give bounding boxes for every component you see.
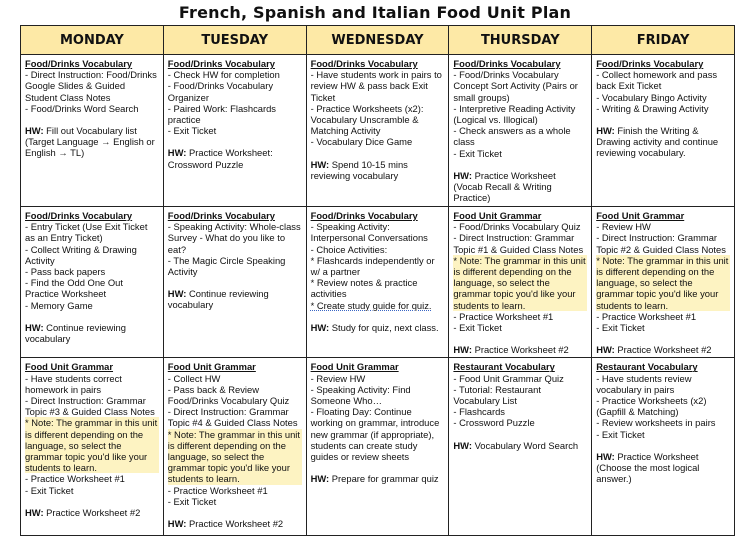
plan-cell-thursday [449, 358, 592, 536]
day-header-friday: FRIDAY [592, 26, 735, 55]
activity-line: - Check HW for completion [167, 69, 280, 81]
activity-line: - Choice Activities: [310, 243, 388, 255]
activity-line: - Floating Day: Continue working on grammar, introduce new grammar (if appropriate), students can create study guides or review sheets [310, 406, 440, 463]
lesson-topic: Food/Drinks Vocabulary [310, 210, 418, 221]
homework-text: Practice Worksheet #2 [614, 344, 712, 356]
homework-label: HW: [310, 158, 330, 170]
homework-label: HW: [25, 125, 44, 137]
homework-line [168, 147, 302, 169]
lesson-topic: Restaurant Vocabulary [453, 361, 555, 373]
homework-text: Practice Worksheet #2 [43, 506, 141, 518]
lesson-topic: Food/Drinks Vocabulary [25, 210, 133, 221]
homework-text: Practice Worksheet (Choose the most logical answer.) [596, 450, 700, 485]
homework-label: HW: [453, 169, 472, 181]
activity-line: - Review HW [596, 221, 651, 233]
spacer [25, 114, 159, 125]
homework-text: Practice Worksheet: Crossword Puzzle [167, 147, 273, 170]
plan-cell-monday [21, 358, 164, 536]
plan-cell-wednesday [306, 207, 449, 358]
lesson-topic: Food Unit Grammar [25, 361, 114, 373]
homework-text: Continue reviewing vocabulary [25, 321, 126, 345]
homework-line [168, 288, 302, 310]
activity-line: - Exit Ticket [596, 322, 645, 334]
activity-line: - Food/Drinks Word Search [25, 102, 139, 114]
lesson-topic: Food/Drinks Vocabulary [167, 210, 275, 221]
day-header-tuesday: TUESDAY [163, 26, 306, 55]
plan-cell-thursday [449, 55, 592, 207]
activity-line: - Review worksheets in pairs [596, 417, 716, 429]
spacer [453, 429, 587, 440]
activity-line: - Speaking Activity: Whole-class Survey - What do you like to eat? [167, 221, 301, 255]
page-title: French, Spanish and Italian Food Unit Plan [178, 3, 572, 22]
activity-line: - Exit Ticket [453, 147, 502, 159]
homework-line [453, 344, 587, 355]
activity-line: - Food/Drinks Vocabulary Concept Sort Activity (Pairs or small groups) [453, 69, 578, 103]
plan-cell-wednesday [306, 55, 449, 207]
week-row [21, 358, 735, 536]
homework-line [168, 518, 302, 529]
plan-cell-tuesday [163, 55, 306, 207]
activity-line: - Have students work in pairs to review HW & pass back Exit Ticket [310, 69, 442, 103]
homework-text: Spend 10-15 mins reviewing vocabulary [310, 158, 408, 181]
homework-text: Prepare for grammar quiz [329, 473, 439, 485]
activity-line: - Pass back papers [25, 266, 106, 278]
activity-line: - Entry Ticket (Use Exit Ticket as an Entry Ticket) [25, 221, 148, 244]
spacer [25, 496, 159, 507]
activity-line: - Vocabulary Dice Game [310, 136, 413, 148]
activity-line: - Practice Worksheet #1 [167, 484, 268, 496]
plan-cell-monday [21, 55, 164, 207]
spacer [311, 311, 445, 322]
homework-text: Continue reviewing vocabulary [167, 288, 269, 311]
homework-label: HW: [453, 439, 472, 451]
activity-line: - Speaking Activity: Find Someone Who… [310, 383, 411, 407]
activity-line: - Memory Game [25, 299, 93, 311]
homework-text: Practice Worksheet (Vocab Recall & Writing Practice) [453, 169, 556, 204]
homework-label: HW: [596, 344, 615, 356]
homework-line [596, 125, 730, 159]
day-header-wednesday: WEDNESDAY [306, 26, 449, 55]
activity-line: - Crossword Puzzle [453, 417, 535, 429]
lesson-topic: Food/Drinks Vocabulary [310, 58, 418, 69]
plan-cell-monday [21, 207, 164, 358]
activity-line: - Collect homework and pass back Exit Ticket [596, 69, 718, 92]
homework-line [25, 125, 159, 159]
activity-line: - Food/Drinks Vocabulary Quiz [453, 221, 581, 233]
homework-line [596, 451, 730, 485]
grammar-note: * Note: The grammar in this unit is different depending on the language, so select the grammar topic you'd like your students to learn. [453, 254, 586, 311]
lesson-topic: Food Unit Grammar [596, 210, 685, 221]
activity-line: - Exit Ticket [596, 428, 645, 440]
spacer [596, 333, 730, 344]
activity-line: - Practice Worksheet #1 [453, 310, 554, 322]
homework-text: Fill out Vocabulary list (Target Language → English or English → TL) [25, 125, 155, 159]
homework-line [311, 322, 445, 333]
plan-cell-friday [592, 55, 735, 207]
lesson-topic: Food/Drinks Vocabulary [167, 58, 275, 69]
homework-text: Vocabulary Word Search [471, 439, 579, 451]
homework-label: HW: [310, 473, 330, 485]
activity-line: - Food Unit Grammar Quiz [453, 372, 564, 384]
homework-label: HW: [167, 147, 187, 159]
homework-line [453, 440, 587, 451]
spacer [453, 333, 587, 344]
homework-text: Finish the Writing & Drawing activity and continue reviewing vocabulary. [596, 125, 719, 159]
activity-line: * Review notes & practice activities [310, 277, 418, 300]
spacer [168, 136, 302, 147]
day-header-monday: MONDAY [21, 26, 164, 55]
spacer [168, 507, 302, 518]
plan-cell-friday [592, 207, 735, 358]
activity-line: - Exit Ticket [25, 484, 74, 496]
lesson-topic: Food Unit Grammar [167, 361, 256, 373]
grammar-note: * Note: The grammar in this unit is different depending on the language, so select the grammar topic you'd like your students to learn. [25, 417, 158, 474]
activity-line: - Direct Instruction: Grammar Topic #2 & Guided Class Notes [596, 232, 726, 255]
homework-label: HW: [167, 288, 187, 300]
homework-line [453, 170, 587, 204]
grammar-note: * Note: The grammar in this unit is different depending on the language, so select the grammar topic you'd like your students to learn. [596, 254, 729, 311]
activity-line: - Practice Worksheets (x2) (Gapfill & Matching) [596, 395, 707, 418]
activity-line: - Practice Worksheets (x2): Vocabulary Unscramble & Matching Activity [310, 102, 424, 137]
activity-line: * Create study guide for quiz. [310, 299, 432, 311]
homework-line [25, 322, 159, 344]
activity-line: - Exit Ticket [167, 495, 217, 507]
homework-label: HW: [167, 518, 187, 530]
homework-line [311, 159, 445, 181]
grammar-note: * Note: The grammar in this unit is different depending on the language, so select the grammar topic you'd like your students to learn. [167, 428, 300, 485]
activity-line: - Direct Instruction: Grammar Topic #1 & Guided Class Notes [453, 232, 584, 255]
homework-label: HW: [596, 450, 615, 462]
activity-line: - Interpretive Reading Activity (Logical vs. Illogical) [453, 102, 576, 126]
activity-line: - Collect HW [167, 372, 221, 384]
activity-line: - Find the Odd One Out Practice Worksheet [25, 277, 123, 300]
plan-cell-tuesday [163, 207, 306, 358]
activity-line: - Direct Instruction: Grammar Topic #4 & Guided Class Notes [167, 406, 298, 429]
activity-line: - Practice Worksheet #1 [25, 473, 125, 485]
activity-line: - Have students correct homework in pairs [25, 372, 122, 395]
homework-text: Practice Worksheet #2 [186, 518, 284, 530]
activity-line: - Flashcards [453, 406, 505, 418]
spacer [311, 148, 445, 159]
unit-plan-table [20, 25, 735, 536]
homework-label: HW: [310, 321, 330, 333]
activity-line: - Speaking Activity: Interpersonal Conversations [310, 221, 428, 244]
lesson-topic: Food Unit Grammar [310, 361, 399, 373]
activity-line: - Exit Ticket [453, 322, 502, 334]
week-row [21, 207, 735, 358]
activity-line: - Exit Ticket [167, 125, 217, 137]
activity-line: - Tutorial: Restaurant Vocabulary List [453, 383, 541, 407]
homework-label: HW: [596, 125, 615, 137]
spacer [453, 159, 587, 170]
activity-line: - Direct Instruction: Food/Drinks Google Slides & Guided Student Class Notes [25, 69, 157, 103]
spacer [596, 440, 730, 451]
activity-line: * Flashcards independently or w/ a partner [310, 254, 435, 278]
activity-line: - Have students review vocabulary in pairs [596, 372, 692, 395]
lesson-topic: Food/Drinks Vocabulary [453, 58, 561, 69]
activity-line: - Collect Writing & Drawing Activity [25, 243, 137, 266]
lesson-topic: Food/Drinks Vocabulary [25, 58, 133, 69]
lesson-topic: Food Unit Grammar [453, 210, 542, 221]
plan-cell-tuesday [163, 358, 306, 536]
homework-line [311, 473, 445, 484]
spacer [311, 462, 445, 473]
activity-line: - The Magic Circle Speaking Activity [167, 254, 286, 278]
spacer [168, 277, 302, 288]
spacer [25, 311, 159, 322]
homework-text: Study for quiz, next class. [329, 321, 439, 333]
activity-line: - Practice Worksheet #1 [596, 310, 697, 322]
activity-line: - Vocabulary Bingo Activity [596, 91, 707, 103]
homework-label: HW: [453, 344, 472, 356]
activity-line: - Check answers as a whole class [453, 125, 571, 148]
activity-line: - Paired Work: Flashcards practice [167, 102, 276, 126]
activity-line: - Direct Instruction: Grammar Topic #3 & Guided Class Notes [25, 395, 155, 418]
plan-cell-friday [592, 358, 735, 536]
plan-cell-wednesday [306, 358, 449, 536]
homework-label: HW: [25, 321, 44, 333]
plan-cell-thursday [449, 207, 592, 358]
homework-line [25, 507, 159, 518]
activity-line: - Food/Drinks Vocabulary Organizer [167, 80, 274, 103]
lesson-topic: Food/Drinks Vocabulary [596, 58, 704, 69]
activity-line: - Writing & Drawing Activity [596, 102, 709, 114]
homework-text: Practice Worksheet #2 [471, 344, 569, 356]
lesson-topic: Restaurant Vocabulary [596, 361, 698, 373]
spacer [596, 114, 730, 125]
homework-label: HW: [25, 506, 44, 518]
day-header-row [21, 26, 735, 55]
homework-line [596, 344, 730, 355]
week-row [21, 55, 735, 207]
activity-line: - Pass back & Review Food/Drinks Vocabulary Quiz [167, 383, 290, 407]
day-header-thursday: THURSDAY [449, 26, 592, 55]
activity-line: - Review HW [310, 372, 366, 384]
